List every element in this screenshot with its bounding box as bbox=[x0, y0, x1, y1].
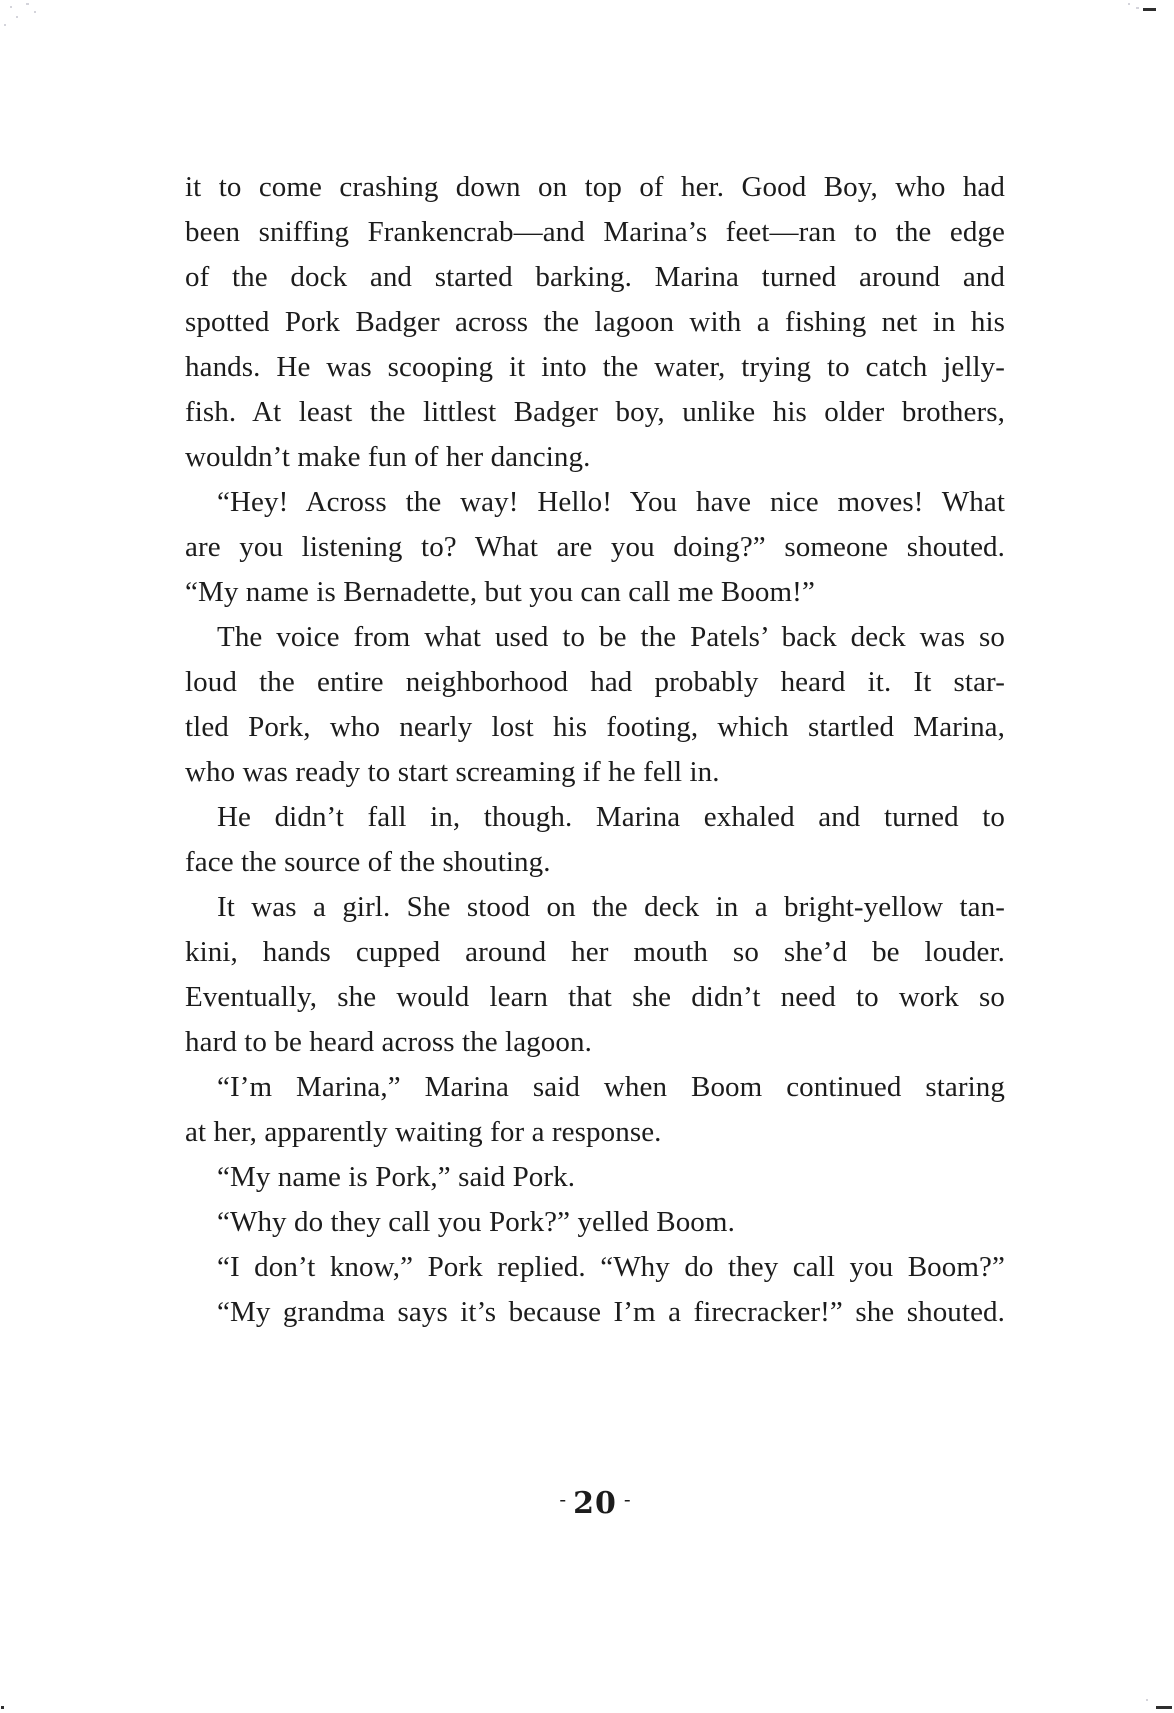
text-line: face the source of the shouting. bbox=[185, 846, 551, 878]
text-line: who was ready to start screaming if he fell in. bbox=[185, 756, 720, 788]
speck bbox=[1128, 3, 1130, 5]
text-line: “Hey! Across the way! Hello! You have nice moves! What bbox=[217, 486, 1005, 518]
speck bbox=[1146, 1699, 1148, 1701]
dash-mark bbox=[1143, 8, 1156, 11]
dash-mark bbox=[1156, 1706, 1172, 1709]
text-line: It was a girl. She stood on the deck in a bright-yellow tan- bbox=[217, 891, 1005, 923]
text-line: at her, apparently waiting for a response. bbox=[185, 1116, 662, 1148]
page-number-right-dash: - bbox=[623, 1487, 631, 1511]
speck bbox=[34, 11, 36, 13]
page-number-left-dash: - bbox=[559, 1487, 567, 1511]
text-line: of the dock and started barking. Marina turned around and bbox=[185, 261, 1005, 293]
speck bbox=[4, 24, 6, 26]
text-line: it to come crashing down on top of her. Good Boy, who had bbox=[185, 171, 1005, 203]
text-line: “I’m Marina,” Marina said when Boom continued staring bbox=[217, 1071, 1005, 1103]
text-line: The voice from what used to be the Patels’ back deck was so bbox=[217, 621, 1005, 653]
text-line: fish. At least the littlest Badger boy, unlike his older brothers, bbox=[185, 396, 1005, 428]
dot-mark bbox=[1, 1706, 4, 1709]
text-line: hands. He was scooping it into the water, trying to catch jelly- bbox=[185, 351, 1005, 383]
speck bbox=[10, 6, 12, 8]
page-number bbox=[185, 1482, 1005, 1521]
text-line: wouldn’t make fun of her dancing. bbox=[185, 441, 591, 473]
text-line: spotted Pork Badger across the lagoon with a fishing net in his bbox=[185, 306, 1005, 338]
speck bbox=[16, 16, 18, 18]
text-line: “Why do they call you Pork?” yelled Boom. bbox=[217, 1206, 735, 1238]
speck bbox=[26, 3, 29, 5]
text-line: loud the entire neighborhood had probably heard it. It star- bbox=[185, 666, 1005, 698]
page-number-value: 20 bbox=[573, 1486, 617, 1521]
text-line: are you listening to? What are you doing?” someone shouted. bbox=[185, 531, 1005, 563]
text-line: Eventually, she would learn that she didn’t need to work so bbox=[185, 981, 1005, 1013]
speck bbox=[1136, 7, 1139, 9]
text-line: tled Pork, who nearly lost his footing, which startled Marina, bbox=[185, 711, 1005, 743]
text-line: “My name is Pork,” said Pork. bbox=[217, 1161, 576, 1193]
text-line: kini, hands cupped around her mouth so she’d be louder. bbox=[185, 936, 1005, 968]
text-line: hard to be heard across the lagoon. bbox=[185, 1026, 592, 1058]
text-line: He didn’t fall in, though. Marina exhaled and turned to bbox=[217, 801, 1005, 833]
body-text bbox=[185, 165, 1005, 1335]
text-line: “My grandma says it’s because I’m a firecracker!” she shouted. bbox=[217, 1296, 1005, 1328]
text-line: “I don’t know,” Pork replied. “Why do they call you Boom?” bbox=[217, 1251, 1005, 1283]
text-line: “My name is Bernadette, but you can call me Boom!” bbox=[185, 576, 815, 608]
text-line: been sniffing Frankencrab—and Marina’s feet—ran to the edge bbox=[185, 216, 1005, 248]
